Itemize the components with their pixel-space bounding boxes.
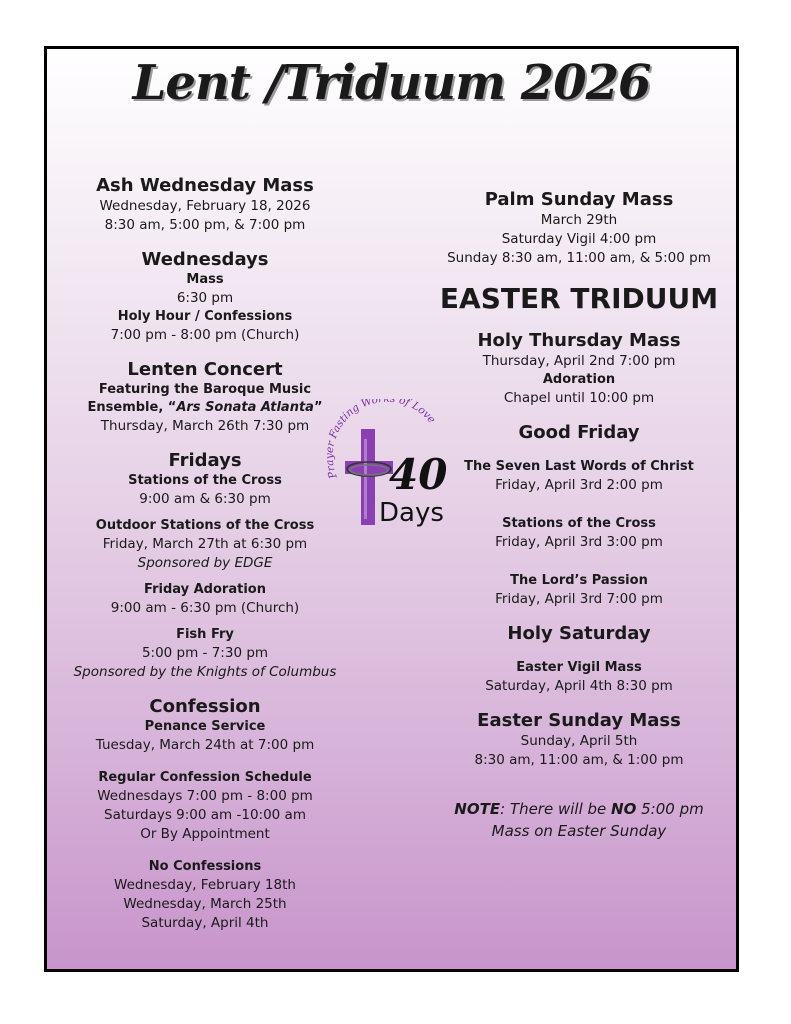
holy-thursday-date: Thursday, April 2nd 7:00 pm	[482, 353, 676, 369]
page-title: Lent /Triduum 2026	[132, 55, 651, 111]
concert-date: Thursday, March 26th 7:30 pm	[100, 418, 310, 434]
concert-line-1: Featuring the Baroque Music	[98, 382, 312, 397]
good-friday-heading: Good Friday	[518, 422, 640, 443]
note-part-2: 5:00 pm	[636, 800, 704, 818]
logo-prayer: P	[327, 469, 340, 481]
outdoor-stations-sponsor: Sponsored by EDGE	[137, 555, 273, 571]
concert-line-2	[55, 399, 355, 417]
holy-saturday-heading: Holy Saturday	[507, 623, 651, 644]
logo-days: Days	[379, 498, 444, 528]
note-no: NO	[611, 800, 637, 818]
ash-wednesday-times: 8:30 am, 5:00 pm, & 7:00 pm	[104, 217, 306, 233]
ash-wednesday-heading: Ash Wednesday Mass	[96, 175, 314, 196]
fridays-heading: Fridays	[168, 450, 242, 471]
palm-sunday-heading: Palm Sunday Mass	[484, 189, 674, 210]
good-friday-stations-label: Stations of the Cross	[502, 516, 656, 531]
logo-fasting: Fasting	[327, 401, 362, 440]
no-confessions-label: No Confessions	[148, 859, 262, 874]
note-part-1: : There will be	[500, 800, 612, 818]
good-friday-stations-date: Friday, April 3rd 3:00 pm	[495, 534, 663, 550]
holy-hour-label: Holy Hour / Confessions	[117, 309, 293, 324]
logo-forty: 40	[389, 450, 448, 499]
regular-confession-2: Saturdays 9:00 am -10:00 am	[104, 807, 306, 823]
palm-sunday-date: March 29th	[540, 212, 618, 228]
outdoor-stations-date: Friday, March 27th at 6:30 pm	[102, 536, 308, 552]
fish-fry-label: Fish Fry	[176, 627, 234, 642]
regular-confession-3: Or By Appointment	[140, 826, 270, 842]
holy-thursday-heading: Holy Thursday Mass	[477, 330, 681, 351]
fridays-stations-time: 9:00 am & 6:30 pm	[139, 491, 271, 507]
lords-passion-label: The Lord’s Passion	[510, 573, 648, 588]
left-column	[55, 175, 355, 933]
wednesdays-heading: Wednesdays	[141, 249, 269, 270]
fish-fry-time: 5:00 pm - 7:30 pm	[141, 645, 269, 661]
logo-works: Wor s of Love	[359, 399, 438, 426]
regular-confession-label: Regular Confession Schedule	[98, 770, 312, 785]
concert-prefix: Ensemble, “	[87, 400, 177, 415]
friday-adoration-time: 9:00 am - 6:30 pm (Church)	[110, 600, 300, 616]
lords-passion-date: Friday, April 3rd 7:00 pm	[495, 591, 663, 607]
confession-heading: Confession	[149, 696, 261, 717]
easter-triduum-heading: EASTER TRIDUUM	[439, 282, 719, 315]
wednesdays-mass-label: Mass	[186, 272, 224, 287]
forty-days-logo-graphic	[327, 399, 451, 533]
easter-sunday-date: Sunday, April 5th	[520, 733, 638, 749]
concert-suffix: ”	[313, 400, 323, 415]
easter-sunday-heading: Easter Sunday Mass	[477, 710, 681, 731]
ash-wednesday-date: Wednesday, February 18, 2026	[99, 198, 311, 214]
seven-last-words-label: The Seven Last Words of Christ	[464, 459, 694, 474]
easter-vigil-label: Easter Vigil Mass	[516, 660, 642, 675]
note-label: NOTE	[454, 800, 501, 818]
right-column	[439, 189, 719, 842]
fish-fry-sponsor: Sponsored by the Knights of Columbus	[73, 664, 337, 680]
flyer-frame	[44, 46, 739, 972]
wednesdays-mass-time: 6:30 pm	[176, 290, 234, 306]
easter-sunday-times: 8:30 am, 11:00 am, & 1:00 pm	[474, 752, 684, 768]
palm-sunday-vigil: Saturday Vigil 4:00 pm	[501, 231, 657, 247]
thursday-adoration-time: Chapel until 10:00 pm	[503, 390, 655, 406]
seven-last-words-date: Friday, April 3rd 2:00 pm	[495, 477, 663, 493]
no-confessions-2: Wednesday, March 25th	[123, 896, 287, 912]
penance-service-date: Tuesday, March 24th at 7:00 pm	[95, 737, 315, 753]
no-confessions-3: Saturday, April 4th	[141, 915, 269, 931]
forty-days-logo	[327, 399, 451, 533]
ensemble-name: Ars Sonata Atlanta	[176, 400, 314, 415]
easter-note-line-1	[439, 798, 719, 820]
easter-vigil-date: Saturday, April 4th 8:30 pm	[485, 678, 673, 694]
holy-hour-time: 7:00 pm - 8:00 pm (Church)	[110, 327, 300, 343]
thursday-adoration-label: Adoration	[542, 372, 616, 387]
palm-sunday-times: Sunday 8:30 am, 11:00 am, & 5:00 pm	[447, 250, 711, 266]
penance-service-label: Penance Service	[144, 719, 266, 734]
friday-adoration-label: Friday Adoration	[144, 582, 266, 597]
regular-confession-1: Wednesdays 7:00 pm - 8:00 pm	[97, 788, 313, 804]
outdoor-stations-label: Outdoor Stations of the Cross	[95, 518, 315, 533]
no-confessions-1: Wednesday, February 18th	[114, 877, 296, 893]
lenten-concert-heading: Lenten Concert	[127, 359, 283, 380]
easter-note-line-2: Mass on Easter Sunday	[491, 822, 667, 840]
fridays-stations-label: Stations of the Cross	[128, 473, 282, 488]
